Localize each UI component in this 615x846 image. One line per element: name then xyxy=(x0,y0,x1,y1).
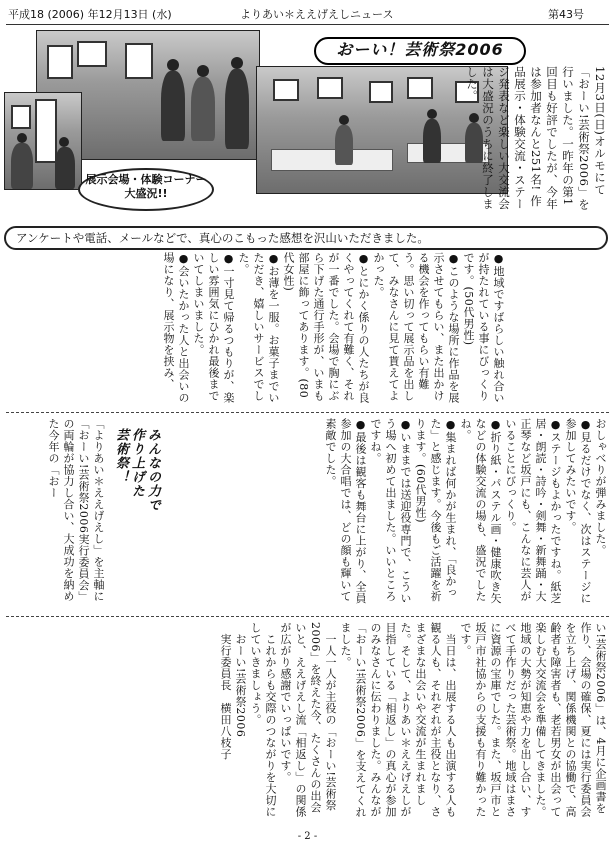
article-title: おーい！芸術祭2006 xyxy=(314,37,526,65)
header-newsletter-name: よりあい＊ええげえしニュース xyxy=(240,8,394,21)
header-date: 平成18 (2006) 年12月13日 (水) xyxy=(8,8,172,21)
section-divider-1 xyxy=(6,412,609,413)
photo-calligraphy-viewers xyxy=(4,92,82,190)
header-rule xyxy=(6,24,609,25)
section-divider-2 xyxy=(6,616,609,617)
section-subhead: みんなの力で 作り上げた 芸術祭！ xyxy=(113,428,160,512)
lower-left-paragraph: 「よりあい＊ええげえし」を主軸に「おーい!芸術祭2006実行委員会」の両輪が協力し合い、大成功を納めた今年の「おー xyxy=(47,418,105,603)
organizer-message: い!芸術祭2006」は、4月に企画書を作り、会場の確保、夏には実行委員会を立ち上げ、関係機関との協働で、高齢者も障害者も、老若男女が出会って楽しむ大交流会を準備してきました。地域の大勢が知恵や力を出し合い、すべて手作りだった芸術祭。地域はまさに資源の宝庫でした。また、坂戸市と坂戸市社協からの支援も有り難かったです。 当日は、出展する人も出演する人も観る人も、それぞれが主役となり、さまざまな出会いや交流が生まれました。そして、よりあい＊ええげえしが目指している「相返し」の真心が参加のみなさんに伝わりました。みんなが「おーい!芸術祭2006」を支えてくれました。 一人一人が主役の「おーい!芸術祭2006」を終えた今、たくさんの出会いと、ええげえし流「相返し」の関係が広がり感謝でいっぱいです。 これからも交際のつながりを大切にしていきましょう。 おーい!芸術祭2006 実行委員長 横田八枝子 xyxy=(219,622,607,818)
visitor-comments-lower: おしゃべりが弾みました。 ●見るだけでなく、次はステージに参加してみたいです。 ●ステージもよかったですね。紙芝居・朗読・詩吟・剣舞・新舞踊・大正琴など坂戸にも、こんなに芸人がいることにびっくり。 ●折り紙・パステル画・健康吹き矢などの体験交流の場も、盛況でしたね。 ●集まれば何かが生まれ、「良かった」と感じます。今後もご活躍を祈ります。(60代男性) ●いままでは送迎役専門で、こういう場へ初めて出ました。いいところですね。 ●最後は観客も舞台に上がり、全員参加の大合唱では、どの顔も輝いて素敵でした。 xyxy=(324,418,607,604)
header-issue-number: 第43号 xyxy=(548,8,584,21)
visitor-comments-upper: ●地域ですばらしい触れ合いが持たれている事にびっくりです。(50代男性) ●このような場所に作品を展示させてもらい、また出かける機会を作ってもらい有難う。思い切って展示品を出して、みなさんに見て貰えてよかった。 ●とにかく係りの人たちが良くやってくれて有難く、それが一番でした。会場で胸にぶら下げた通行手形が、いまも部屋に飾ってあります。(80代女性) ●お薄を一服。お菓子までいただき、嬉しいサービスでした。 ●一寸見て帰るつもりが、楽しい雰囲気にひかれ最後までいてしまいました。 ●会いたかった人と出会いの場になり、展示物を挟み、 xyxy=(162,252,505,404)
lead-paragraph: 12月3日(日)オルモにて「おーい!芸術祭2006」を行いました。一昨年の第1回目も好評でしたが、今年は参加者なんと251名! 作品展示・体験交流・ステージ発表など楽しい大交流会は大盛況のうちに終了しました。 xyxy=(465,66,607,211)
photo-caption: 展示会場・体験コーナー 大盛況!! xyxy=(78,168,214,211)
comments-banner: アンケートや電話、メールなどで、真心のこもった感想を沢山いただきました。 xyxy=(4,226,608,250)
page-number: - 2 - xyxy=(297,831,318,842)
